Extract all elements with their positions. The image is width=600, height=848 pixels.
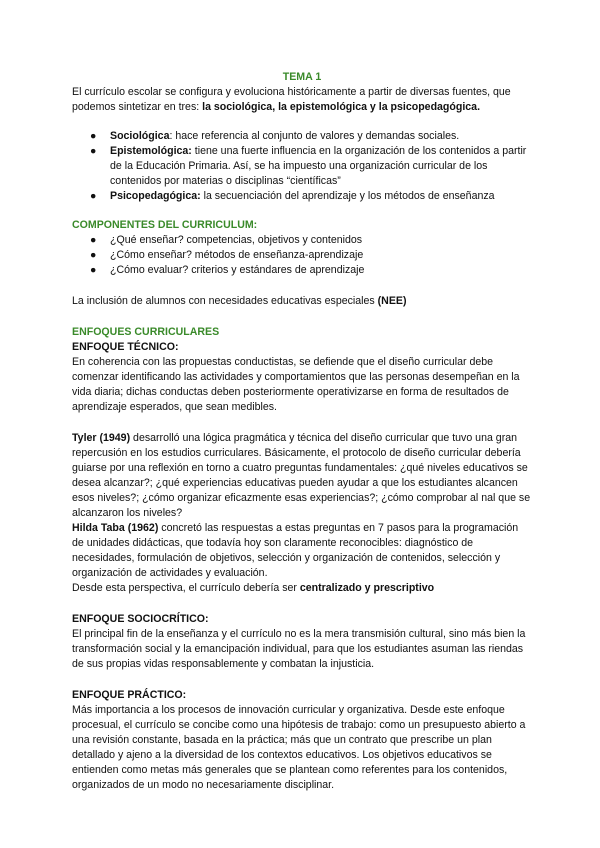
list-item: ● Psicopedagógica: la secuenciación del aprendizaje y los métodos de enseñanza	[90, 190, 495, 202]
document-page	[72, 70, 532, 793]
page-title: TEMA 1	[282, 71, 322, 83]
bullet-icon: ●	[90, 234, 97, 246]
conclusion-paragraph: Desde esta perspectiva, el currículo debería ser centralizado y prescriptivo	[72, 582, 435, 594]
practico-paragraph: Más importancia a los procesos de innovación curricular y organizativa. Desde este enfoque procesual, el currículo se concibe como una hipótesis de trabajo: como un presupuesto abierto a una revisión constante, basada en la práctica; más que un contrato que prescribe un plan detallado y ajeno a la diversidad de los contextos educativos. Los objetivos educativos se entienden como metas más generales que se plantean como referentes para los contenidos, organizados de un modo no necesariamente disciplinar.	[72, 704, 526, 791]
componentes-list	[72, 233, 532, 278]
sociocritico-paragraph: El principal fin de la enseñanza y el currículo no es la mera transmisión cultural, sino más bien la transformación social y la emancipación individual, para que los estudiantes asuman las riendas de sus propias vidas responsablemente y combatan la injusticia.	[72, 628, 526, 670]
bullet-icon: ●	[90, 145, 97, 157]
intro-bold: la sociológica, la epistemológica y la psicopedagógica.	[202, 101, 481, 113]
sociocritico-heading: ENFOQUE SOCIOCRÍTICO:	[72, 613, 209, 625]
tecnico-heading: ENFOQUE TÉCNICO:	[72, 341, 179, 353]
list-item: ● ¿Cómo evaluar? criterios y estándares de aprendizaje	[90, 264, 365, 276]
list-item: ● Epistemológica: tiene una fuerte influencia en la organización de los contenidos a partir de la Educación Primaria. Así, se ha impuesto una organización curricular de los contenidos por materias o disciplinas “científicas”	[90, 145, 527, 187]
practico-heading: ENFOQUE PRÁCTICO:	[72, 689, 187, 701]
tecnico-paragraph: En coherencia con las propuestas conductistas, se defiende que el diseño curricular debe comenzar identificando las actividades y comportamientos que las personas desempeñan en la vida diaria; dichas conductas deben posteriormente operativizarse en forma de resultados de aprendizaje esperados, que sean medibles.	[72, 356, 520, 413]
bullet-icon: ●	[90, 190, 97, 202]
bullet-icon: ●	[90, 130, 97, 142]
list-item: ● ¿Qué enseñar? competencias, objetivos y contenidos	[90, 234, 363, 246]
componentes-heading: COMPONENTES DEL CURRICULUM:	[72, 219, 258, 231]
list-item: ● Sociológica: hace referencia al conjunto de valores y demandas sociales.	[90, 130, 460, 142]
intro-paragraph: El currículo escolar se configura y evoluciona históricamente a partir de diversas fuentes, que podemos sintetizar en tres: la sociológica, la epistemológica y la psicopedagógica.	[72, 86, 511, 113]
fuentes-list	[72, 129, 532, 204]
bullet-icon: ●	[90, 264, 97, 276]
bullet-icon: ●	[90, 249, 97, 261]
list-item: ● ¿Cómo enseñar? métodos de enseñanza-aprendizaje	[90, 249, 364, 261]
nee-paragraph: La inclusión de alumnos con necesidades educativas especiales (NEE)	[72, 295, 407, 307]
taba-paragraph: Hilda Taba (1962) concretó las respuestas a estas preguntas en 7 pasos para la programación de unidades didácticas, que todavía hoy son claramente reconocibles: diagnóstico de necesidades, formulación de objetivos, selección y organización de contenidos, selección y organización de actividades y evaluación.	[72, 522, 519, 579]
enfoques-heading: ENFOQUES CURRICULARES	[72, 326, 220, 338]
tyler-paragraph: Tyler (1949) desarrolló una lógica pragmática y técnica del diseño curricular que tuvo una gran repercusión en los estudios curriculares. Básicamente, el protocolo de diseño curricular debería guiarse por una reflexión en torno a cuatro preguntas fundamentales: ¿qué niveles educativos se desea alcanzar?; ¿qué experiencias educativas pueden ayudar a que los estudiantes alcancen esos niveles?; ¿cómo organizar eficazmente esas experiencias?; ¿cómo comprobar al nal que se alcanzaron los niveles?	[72, 432, 531, 519]
